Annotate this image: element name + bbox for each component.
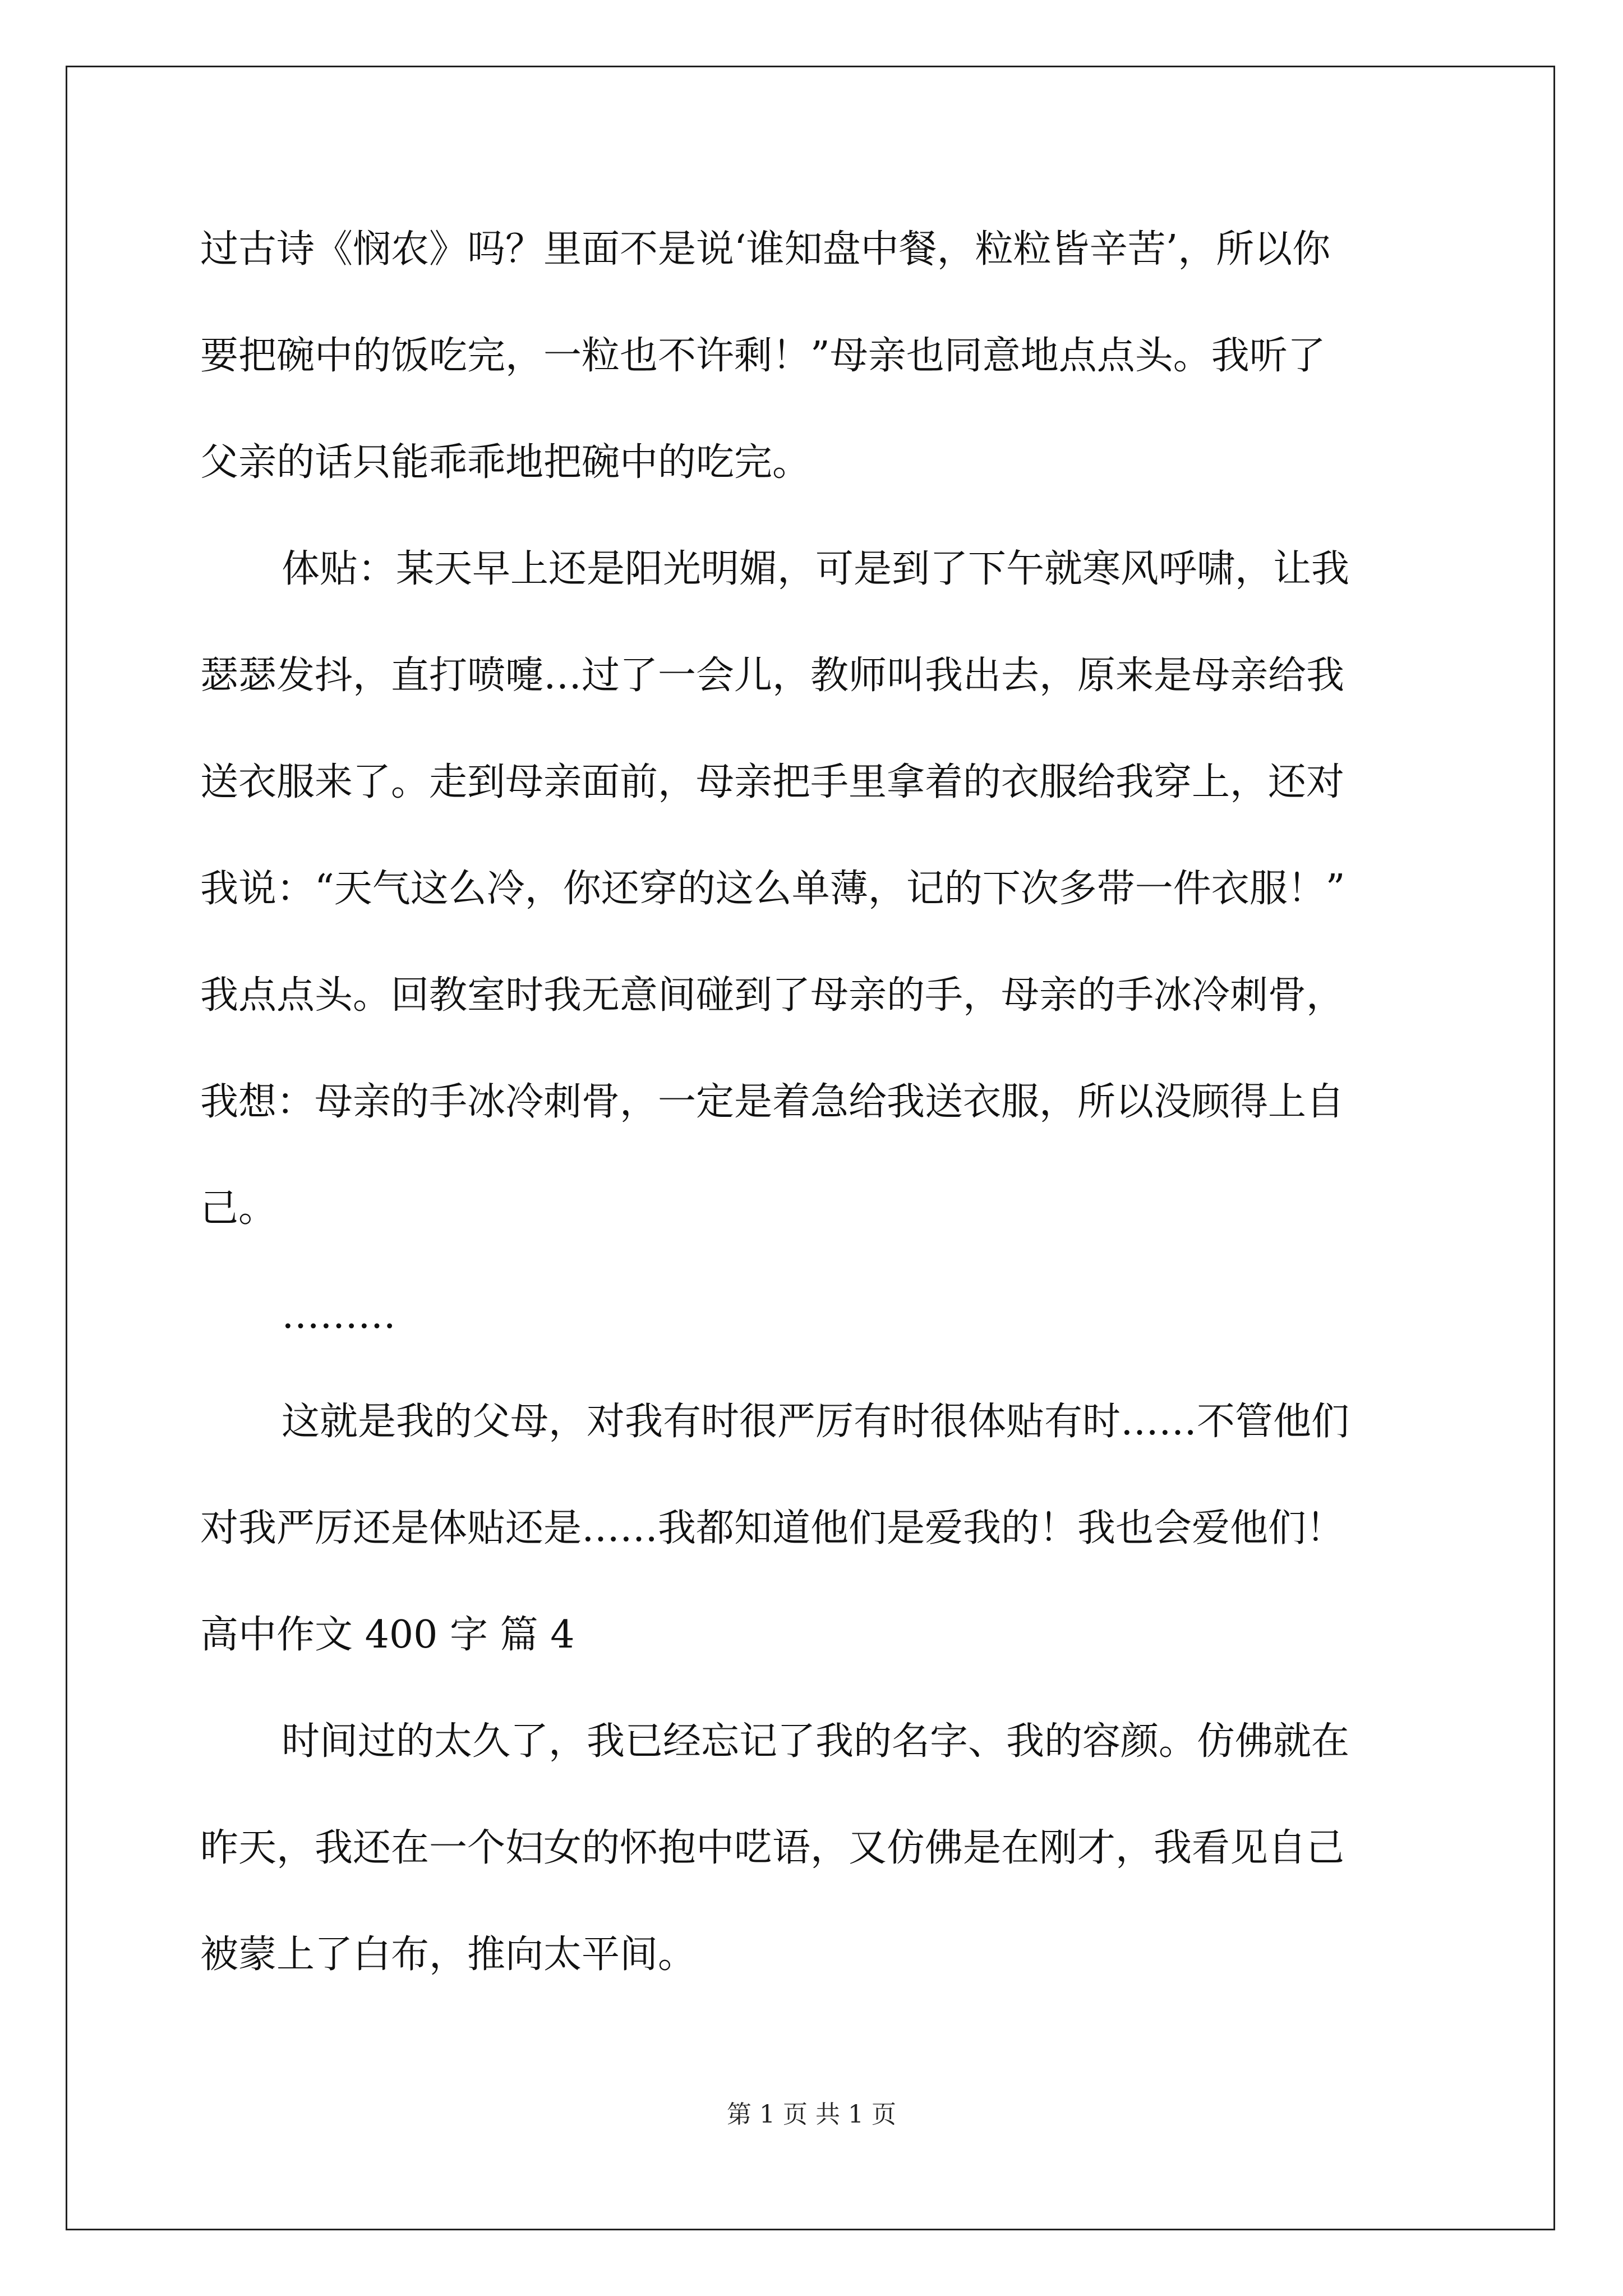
text-line: 我想：母亲的手冰冷刺骨，一定是着急给我送衣服，所以没顾得上自 [200, 1080, 1345, 1124]
text-line: 过古诗《悯农》吗？里面不是说‘谁知盘中餐，粒粒皆辛苦’，所以你 [200, 227, 1331, 272]
ellipsis-line: ……… [282, 1293, 396, 1337]
text-line: 对我严厉还是体贴还是……我都知道他们是爱我的！我也会爱他们！ [200, 1506, 1345, 1550]
text-line: 送衣服来了。走到母亲面前，母亲把手里拿着的衣服给我穿上，还对 [200, 760, 1345, 804]
text-line: 瑟瑟发抖，直打喷嚏…过了一会儿，教师叫我出去，原来是母亲给我 [200, 654, 1345, 698]
paragraph-start-line: 体贴：某天早上还是阳光明媚，可是到了下午就寒风呼啸，让我 [282, 547, 1350, 591]
text-line: 己。 [200, 1186, 277, 1231]
text-line: 我说：“天气这么冷，你还穿的这么单薄，记的下次多带一件衣服！” [200, 867, 1345, 911]
text-line: 要把碗中的饭吃完，一粒也不许剩！”母亲也同意地点点头。我听了 [200, 334, 1326, 378]
text-line: 昨天，我还在一个妇女的怀抱中呓语，又仿佛是在刚才，我看见自己 [200, 1826, 1345, 1870]
document-body [200, 219, 1434, 2031]
page-footer: 第 1 页 共 1 页 [727, 2100, 896, 2129]
section-heading: 高中作文 400 字 篇 4 [200, 1613, 575, 1657]
text-line: 我点点头。回教室时我无意间碰到了母亲的手，母亲的手冰冷刺骨， [200, 973, 1345, 1018]
text-line: 父亲的话只能乖乖地把碗中的吃完。 [200, 440, 811, 485]
text-line: 被蒙上了白布，推向太平间。 [200, 1932, 697, 1977]
paragraph-start-line: 时间过的太久了，我已经忘记了我的名字、我的容颜。仿佛就在 [282, 1719, 1350, 1764]
paragraph-start-line: 这就是我的父母，对我有时很严厉有时很体贴有时……不管他们 [282, 1400, 1350, 1444]
